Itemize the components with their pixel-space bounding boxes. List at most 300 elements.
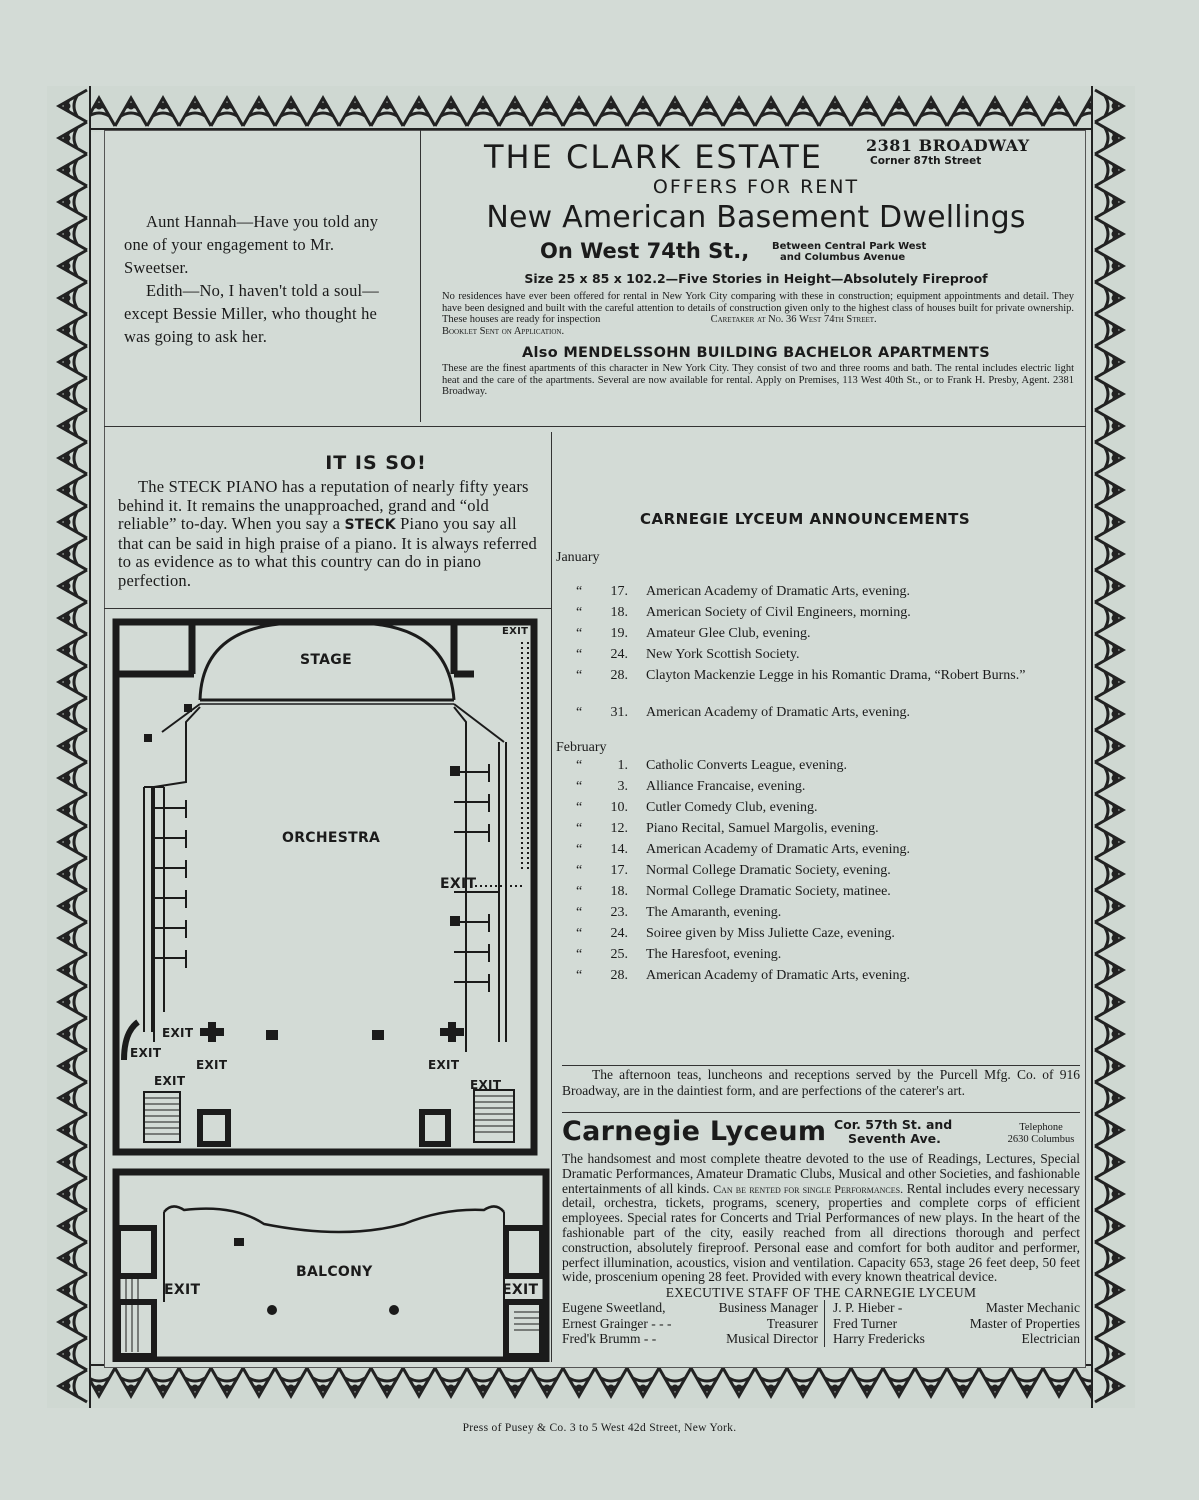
- ornamental-border-bottom: [47, 1362, 1135, 1408]
- announcement-text: Amateur Glee Club, evening.: [646, 626, 811, 641]
- ornament-motif: [1011, 1368, 1043, 1396]
- ditto-mark: “: [576, 584, 583, 599]
- ornament-motif: [1043, 1368, 1075, 1396]
- ornament-motif: [59, 186, 87, 218]
- lyceum-title: Carnegie Lyceum: [562, 1116, 827, 1147]
- clark-location-detail2: and Columbus Avenue: [780, 252, 906, 263]
- ditto-mark: “: [576, 821, 583, 836]
- ornament-motif: [59, 954, 87, 986]
- clark-location-detail: [772, 241, 926, 263]
- lyceum-body: [562, 1152, 1080, 1285]
- ornament-motif: [1095, 922, 1123, 954]
- ornament-motif: [1095, 442, 1123, 474]
- ornament-motif: [59, 762, 87, 794]
- exit-label: EXIT: [440, 876, 477, 892]
- announcement-item: [556, 800, 1076, 821]
- orchestra-label: ORCHESTRA: [282, 830, 381, 846]
- announcement-text: Alliance Francaise, evening.: [646, 779, 806, 794]
- ornament-motif: [1095, 1210, 1123, 1242]
- announcement-text: Piano Recital, Samuel Margolis, evening.: [646, 821, 879, 836]
- clark-body: [442, 291, 1074, 337]
- ditto-mark: “: [576, 863, 583, 878]
- ornament-motif: [1095, 314, 1123, 346]
- announcement-item: [556, 884, 1076, 905]
- divider: [551, 432, 552, 1362]
- ornament-motif: [1095, 1050, 1123, 1082]
- ditto-mark: “: [576, 800, 583, 815]
- ornament-motif: [851, 1368, 883, 1396]
- staff-role: Master Mechanic: [985, 1300, 1080, 1316]
- announcement-item: [556, 626, 1076, 647]
- announcement-item: [556, 968, 1076, 989]
- ornament-motif: [59, 570, 87, 602]
- ornament-motif: [627, 98, 659, 126]
- ornament-motif: [59, 1242, 87, 1274]
- clark-address: [866, 136, 1066, 167]
- ornament-motif: [627, 1368, 659, 1396]
- ornament-motif: [59, 1018, 87, 1050]
- staff-row: [833, 1331, 1080, 1347]
- ditto-mark: “: [576, 968, 583, 983]
- ornament-motif: [1095, 730, 1123, 762]
- steck-ad: [118, 452, 544, 590]
- clark-title: THE CLARK ESTATE: [484, 138, 823, 176]
- ornament-motif: [1095, 538, 1123, 570]
- anecdote-line-2: Edith—No, I haven't told a soul—except Bessie Miller, who thought he was going to ask her.: [124, 281, 380, 346]
- ornament-motif: [243, 98, 275, 126]
- staff-row: [833, 1316, 1080, 1332]
- ornament-motif: [59, 1146, 87, 1178]
- announcement-day: 28.: [610, 968, 628, 983]
- ornamental-border-right: [1091, 86, 1135, 1408]
- announcement-item: [556, 821, 1076, 842]
- exit-label: EXIT: [428, 1058, 460, 1072]
- announcement-day: 28.: [610, 668, 628, 683]
- ornament-motif: [595, 1368, 627, 1396]
- ornament-motif: [1095, 186, 1123, 218]
- ornament-motif: [1095, 762, 1123, 794]
- ornament-motif: [755, 98, 787, 126]
- ornament-motif: [59, 250, 87, 282]
- announcement-text: New York Scottish Society.: [646, 647, 800, 662]
- floor-plan: [104, 612, 550, 1362]
- mendelssohn-heading: Also MENDELSSOHN BUILDING BACHELOR APARTMENTS: [521, 345, 990, 361]
- announcement-day: 18.: [610, 884, 628, 899]
- steck-brand: STECK: [344, 517, 396, 533]
- staff-role: Business Manager: [718, 1300, 818, 1316]
- ornament-motif: [1095, 1338, 1123, 1370]
- ornament-motif: [147, 98, 179, 126]
- ditto-mark: “: [576, 647, 583, 662]
- ornament-motif: [1011, 98, 1043, 126]
- announcement-text: American Academy of Dramatic Arts, evening.: [646, 968, 910, 983]
- ornament-motif: [403, 1368, 435, 1396]
- ornament-motif: [787, 1368, 819, 1396]
- announcement-text: American Society of Civil Engineers, morning.: [646, 605, 911, 620]
- ornament-motif: [595, 98, 627, 126]
- ornament-motif: [1095, 1082, 1123, 1114]
- staff-row: [562, 1316, 818, 1332]
- month-february: February: [556, 740, 607, 755]
- ornament-motif: [947, 98, 979, 126]
- exit-label: EXIT: [164, 1282, 201, 1298]
- ornament-motif: [59, 986, 87, 1018]
- ornament-motif: [339, 98, 371, 126]
- announcement-text: Soiree given by Miss Juliette Caze, evening.: [646, 926, 895, 941]
- ornament-motif: [563, 98, 595, 126]
- ornament-motif: [179, 1368, 211, 1396]
- ornament-motif: [1095, 154, 1123, 186]
- ornament-motif: [1095, 506, 1123, 538]
- ornament-motif: [59, 794, 87, 826]
- clark-location: On West 74th St.,: [540, 239, 750, 263]
- ornament-motif: [691, 1368, 723, 1396]
- ornament-motif: [1095, 634, 1123, 666]
- ornament-motif: [59, 1338, 87, 1370]
- february-list: [556, 758, 1076, 989]
- clark-size: Size 25 x 85 x 102.2—Five Stories in Height—Absolutely Fireproof: [524, 271, 988, 286]
- ornament-rule: [89, 86, 91, 1408]
- ornament-motif: [243, 1368, 275, 1396]
- ornament-motif: [307, 1368, 339, 1396]
- ornament-motif: [1043, 98, 1075, 126]
- ornament-motif: [1095, 1306, 1123, 1338]
- ornament-motif: [1095, 698, 1123, 730]
- ornament-motif: [59, 1210, 87, 1242]
- ornament-motif: [59, 346, 87, 378]
- ornament-motif: [1095, 474, 1123, 506]
- ornament-motif: [851, 98, 883, 126]
- ornament-motif: [1095, 218, 1123, 250]
- staff-role: Musical Director: [726, 1331, 818, 1347]
- staff-name: Fred'k Brumm - -: [562, 1331, 657, 1347]
- ditto-mark: “: [576, 758, 583, 773]
- ornament-motif: [1095, 890, 1123, 922]
- stage-label: STAGE: [300, 652, 352, 668]
- announcement-day: 25.: [610, 947, 628, 962]
- ditto-mark: “: [576, 884, 583, 899]
- ornament-motif: [371, 98, 403, 126]
- ornament-motif: [59, 1114, 87, 1146]
- announcement-day: 1.: [617, 758, 628, 773]
- lyceum-can-be: Can be rented for single Performances.: [713, 1181, 904, 1196]
- mendelssohn-body: These are the finest apartments of this character in New York City. They consist of two and three rooms and bath. The rental includes electric light heat and the care of the apartments. Several are now available for rental. Apply on Premises, 113 West 40th St., or to Frank H. Presby, Agent. 2381 Broadway.: [442, 363, 1074, 397]
- announcement-text: American Academy of Dramatic Arts, evening.: [646, 584, 910, 599]
- lyceum-body-1: The handsomest and most complete theatre devoted to the use of Readings, Lectures, Special Dramatic Performances, Amateur Dramatic Clubs, Musical and other Societies, and fashionable entertainments of all kinds.: [562, 1151, 1080, 1196]
- exit-label: EXIT: [470, 1078, 502, 1092]
- ditto-mark: “: [576, 947, 583, 962]
- staff-row: [562, 1300, 818, 1316]
- ornament-motif: [1095, 282, 1123, 314]
- steck-text-2: Piano you say all that can be said in high praise of a piano. It is always referred to as evidence as to what this country can do in piano perfection.: [118, 514, 537, 590]
- staff-name: Fred Turner: [833, 1315, 898, 1331]
- announcement-item: [556, 647, 1076, 668]
- announcement-day: 17.: [610, 863, 628, 878]
- announcements-title: CARNEGIE LYCEUM ANNOUNCEMENTS: [640, 510, 971, 528]
- ornament-motif: [467, 98, 499, 126]
- ornament-motif: [883, 1368, 915, 1396]
- ornament-motif: [531, 98, 563, 126]
- ornamental-border-top: [47, 86, 1135, 132]
- ornament-motif: [59, 282, 87, 314]
- ornament-motif: [1095, 1370, 1123, 1402]
- ornament-motif: [59, 922, 87, 954]
- ornament-motif: [499, 1368, 531, 1396]
- ornament-motif: [1095, 666, 1123, 698]
- january-list: [556, 584, 1076, 726]
- announcement-text: American Academy of Dramatic Arts, evening.: [646, 842, 910, 857]
- ornament-rule: [1091, 86, 1093, 1408]
- ditto-mark: “: [576, 605, 583, 620]
- announcement-text: The Amaranth, evening.: [646, 905, 782, 920]
- ornament-motif: [59, 858, 87, 890]
- ornament-motif: [59, 730, 87, 762]
- anecdote-line-1: Aunt Hannah—Have you told any one of your engagement to Mr. Sweetser.: [124, 212, 379, 277]
- clark-booklet: Booklet Sent on Application.: [442, 325, 565, 337]
- ornament-motif: [915, 1368, 947, 1396]
- ornament-motif: [1095, 250, 1123, 282]
- divider: [562, 1065, 1080, 1066]
- announcement-item: [556, 905, 1076, 926]
- clark-body-text: No residences have ever been offered for rental in New York City comparing with these in construction; equipment appointments and detail. They have been designed and built with the careful attention to details of construction given only to the highest class of houses built for private ownership. These houses are ready for inspection: [442, 291, 1074, 325]
- announcement-day: 14.: [610, 842, 628, 857]
- staff-row: [562, 1331, 818, 1347]
- announcement-item: [556, 842, 1076, 863]
- ornament-motif: [1095, 378, 1123, 410]
- ornament-motif: [787, 98, 819, 126]
- exit-label: EXIT: [162, 1026, 194, 1040]
- ornament-motif: [947, 1368, 979, 1396]
- clark-subtitle: New American Basement Dwellings: [486, 200, 1026, 235]
- ornament-motif: [1095, 794, 1123, 826]
- lyceum-address-line2: Seventh Ave.: [848, 1131, 941, 1146]
- announcement-item: [556, 605, 1076, 626]
- lyceum-body-2: Rental includes every necessary detail, orchestra, tickets, programs, scenery, properties and complete corps of efficient employees. Special rates for Concerts and Trial Performances of new plays. In the heart of the fashionable part of the city, easily reached from all directions thorough and perfect construction, absolutely fireproof. Personal ease and comfort for both auditor and performer, perfect illumination, acoustics, vision and ventilation. Capacity 653, stage 26 feet deep, 50 feet wide, proscenium opening 28 feet. Provided with every known theatrical device.: [562, 1180, 1080, 1285]
- ornament-motif: [883, 98, 915, 126]
- ornament-motif: [1095, 954, 1123, 986]
- ornament-motif: [435, 1368, 467, 1396]
- ornament-motif: [59, 1082, 87, 1114]
- announcement-day: 24.: [610, 647, 628, 662]
- staff-name: Harry Fredericks: [833, 1331, 925, 1347]
- ornament-motif: [179, 98, 211, 126]
- ditto-mark: “: [576, 668, 583, 683]
- announcement-text: The Haresfoot, evening.: [646, 947, 782, 962]
- ornament-motif: [979, 98, 1011, 126]
- ornament-motif: [59, 1050, 87, 1082]
- exit-label: EXIT: [196, 1058, 228, 1072]
- clark-address-line1: 2381 BROADWAY: [866, 136, 1030, 155]
- ornament-motif: [819, 1368, 851, 1396]
- ornament-motif: [59, 410, 87, 442]
- announcement-day: 31.: [610, 705, 628, 720]
- ornament-motif: [403, 98, 435, 126]
- ornament-motif: [59, 442, 87, 474]
- ornament-motif: [59, 538, 87, 570]
- ornament-motif: [659, 98, 691, 126]
- ornament-motif: [211, 98, 243, 126]
- ornament-motif: [435, 98, 467, 126]
- ornament-motif: [659, 1368, 691, 1396]
- clark-location-detail1: Between Central Park West: [772, 241, 927, 252]
- staff-role: Master of Properties: [969, 1315, 1080, 1331]
- ornament-motif: [275, 1368, 307, 1396]
- ornament-motif: [1095, 570, 1123, 602]
- announcement-day: 18.: [610, 605, 628, 620]
- lyceum-address-line1: Cor. 57th St. and: [834, 1117, 953, 1132]
- ornament-motif: [1095, 1242, 1123, 1274]
- ornament-motif: [1095, 346, 1123, 378]
- ornament-motif: [115, 1368, 147, 1396]
- lyceum-address: [834, 1118, 952, 1146]
- ornament-motif: [691, 98, 723, 126]
- ornament-motif: [59, 1178, 87, 1210]
- ditto-mark: “: [576, 779, 583, 794]
- ornament-motif: [979, 1368, 1011, 1396]
- ornament-motif: [211, 1368, 243, 1396]
- announcement-item: [556, 863, 1076, 884]
- announcement-day: 10.: [610, 800, 628, 815]
- ditto-mark: “: [576, 842, 583, 857]
- announcement-text: Clayton Mackenzie Legge in his Romantic Drama, “Robert Burns.”: [646, 668, 1026, 683]
- ornament-motif: [1095, 986, 1123, 1018]
- announcement-day: 17.: [610, 584, 628, 599]
- exit-label: EXIT: [154, 1074, 186, 1088]
- ornament-motif: [499, 98, 531, 126]
- ornament-motif: [1095, 90, 1123, 122]
- announcement-day: 24.: [610, 926, 628, 941]
- ornament-motif: [531, 1368, 563, 1396]
- steck-body: [118, 478, 544, 590]
- ornament-motif: [1095, 122, 1123, 154]
- lyceum-telephone-label: Telephone: [1019, 1122, 1063, 1133]
- clark-address-line2: Corner 87th Street: [870, 155, 982, 167]
- ornament-motif: [1095, 602, 1123, 634]
- announcement-day: 23.: [610, 905, 628, 920]
- announcement-item: [556, 758, 1076, 779]
- staff-name: Eugene Sweetland,: [562, 1300, 666, 1316]
- floor-plan-drawing: [104, 612, 550, 1362]
- ornament-motif: [1095, 1178, 1123, 1210]
- staff-right-column: [824, 1300, 1080, 1347]
- announcement-text: Catholic Converts League, evening.: [646, 758, 847, 773]
- printer-imprint: Press of Pusey & Co. 3 to 5 West 42d Street, New York.: [462, 1422, 737, 1434]
- ornament-motif: [59, 506, 87, 538]
- announcement-text: Normal College Dramatic Society, matinee.: [646, 884, 891, 899]
- ornament-motif: [115, 98, 147, 126]
- ornament-motif: [59, 218, 87, 250]
- ornament-motif: [915, 98, 947, 126]
- announcement-item: [556, 584, 1076, 605]
- purcell-notice: The afternoon teas, luncheons and receptions served by the Purcell Mfg. Co. of 916 Broadway, are in the daintiest form, and are perfections of the caterer's art.: [562, 1067, 1080, 1098]
- staff-row: [833, 1300, 1080, 1316]
- announcement-day: 3.: [617, 779, 628, 794]
- announcement-day: 12.: [610, 821, 628, 836]
- ornament-motif: [59, 698, 87, 730]
- anecdote: [124, 210, 402, 348]
- divider: [562, 1112, 1080, 1113]
- ornament-motif: [59, 1370, 87, 1402]
- staff-name: Ernest Grainger - - -: [562, 1315, 672, 1331]
- clark-estate-ad: [432, 136, 1080, 398]
- announcement-text: American Academy of Dramatic Arts, evening.: [646, 705, 910, 720]
- staff-role: Treasurer: [766, 1315, 818, 1331]
- balcony-label: BALCONY: [296, 1264, 373, 1280]
- ornament-motif: [1095, 1146, 1123, 1178]
- ornament-motif: [723, 98, 755, 126]
- ornament-motif: [59, 90, 87, 122]
- ditto-mark: “: [576, 926, 583, 941]
- ornament-motif: [59, 474, 87, 506]
- clark-caretaker: Caretaker at No. 36 West 74th Street.: [710, 314, 877, 325]
- ditto-mark: “: [576, 905, 583, 920]
- announcement-text: Cutler Comedy Club, evening.: [646, 800, 818, 815]
- ornament-motif: [1095, 1274, 1123, 1306]
- ornament-motif: [59, 154, 87, 186]
- ornament-motif: [59, 378, 87, 410]
- ornament-motif: [723, 1368, 755, 1396]
- ornament-motif: [819, 98, 851, 126]
- announcement-day: 19.: [610, 626, 628, 641]
- exit-label: EXIT: [502, 1282, 539, 1298]
- ornament-motif: [59, 1306, 87, 1338]
- ornament-motif: [1095, 858, 1123, 890]
- ornament-motif: [275, 98, 307, 126]
- ornament-motif: [339, 1368, 371, 1396]
- carnegie-lyceum-ad: [562, 1116, 1080, 1348]
- ornament-motif: [59, 1274, 87, 1306]
- ditto-mark: “: [576, 626, 583, 641]
- divider: [104, 608, 552, 609]
- announcement-item: [556, 668, 1076, 705]
- ornament-motif: [1095, 1114, 1123, 1146]
- ornament-motif: [467, 1368, 499, 1396]
- ornament-motif: [371, 1368, 403, 1396]
- exit-label: EXIT: [502, 626, 529, 637]
- ornament-motif: [59, 890, 87, 922]
- lyceum-announcements: [556, 510, 1076, 989]
- ornament-motif: [1095, 410, 1123, 442]
- ornament-motif: [59, 602, 87, 634]
- month-january: January: [556, 550, 600, 565]
- ornament-motif: [59, 122, 87, 154]
- steck-text-1: The STECK PIANO has a reputation of nearly fifty years behind it. It remains the unapproached, grand and “old reliable” to-day. When you say a: [118, 477, 529, 533]
- announcement-item: [556, 779, 1076, 800]
- ornament-motif: [59, 666, 87, 698]
- staff-list: [562, 1300, 1080, 1348]
- lyceum-telephone-number: 2630 Columbus: [1007, 1134, 1075, 1145]
- exit-label: EXIT: [130, 1046, 162, 1060]
- steck-title: IT IS SO!: [325, 452, 427, 474]
- staff-title: EXECUTIVE STAFF OF THE CARNEGIE LYCEUM: [665, 1285, 977, 1301]
- ornament-motif: [755, 1368, 787, 1396]
- ornament-motif: [307, 98, 339, 126]
- announcement-text: Normal College Dramatic Society, evening.: [646, 863, 891, 878]
- ornament-motif: [1095, 1018, 1123, 1050]
- divider: [420, 130, 421, 422]
- clark-offers: OFFERS FOR RENT: [652, 176, 860, 198]
- lyceum-telephone: [1002, 1122, 1080, 1146]
- ornament-motif: [59, 314, 87, 346]
- announcement-item: [556, 947, 1076, 968]
- ornament-motif: [1095, 826, 1123, 858]
- divider: [104, 426, 1086, 427]
- announcement-item: [556, 926, 1076, 947]
- announcement-item: [556, 705, 1076, 726]
- staff-left-column: [562, 1300, 818, 1347]
- ditto-mark: “: [576, 705, 583, 720]
- ornament-motif: [59, 826, 87, 858]
